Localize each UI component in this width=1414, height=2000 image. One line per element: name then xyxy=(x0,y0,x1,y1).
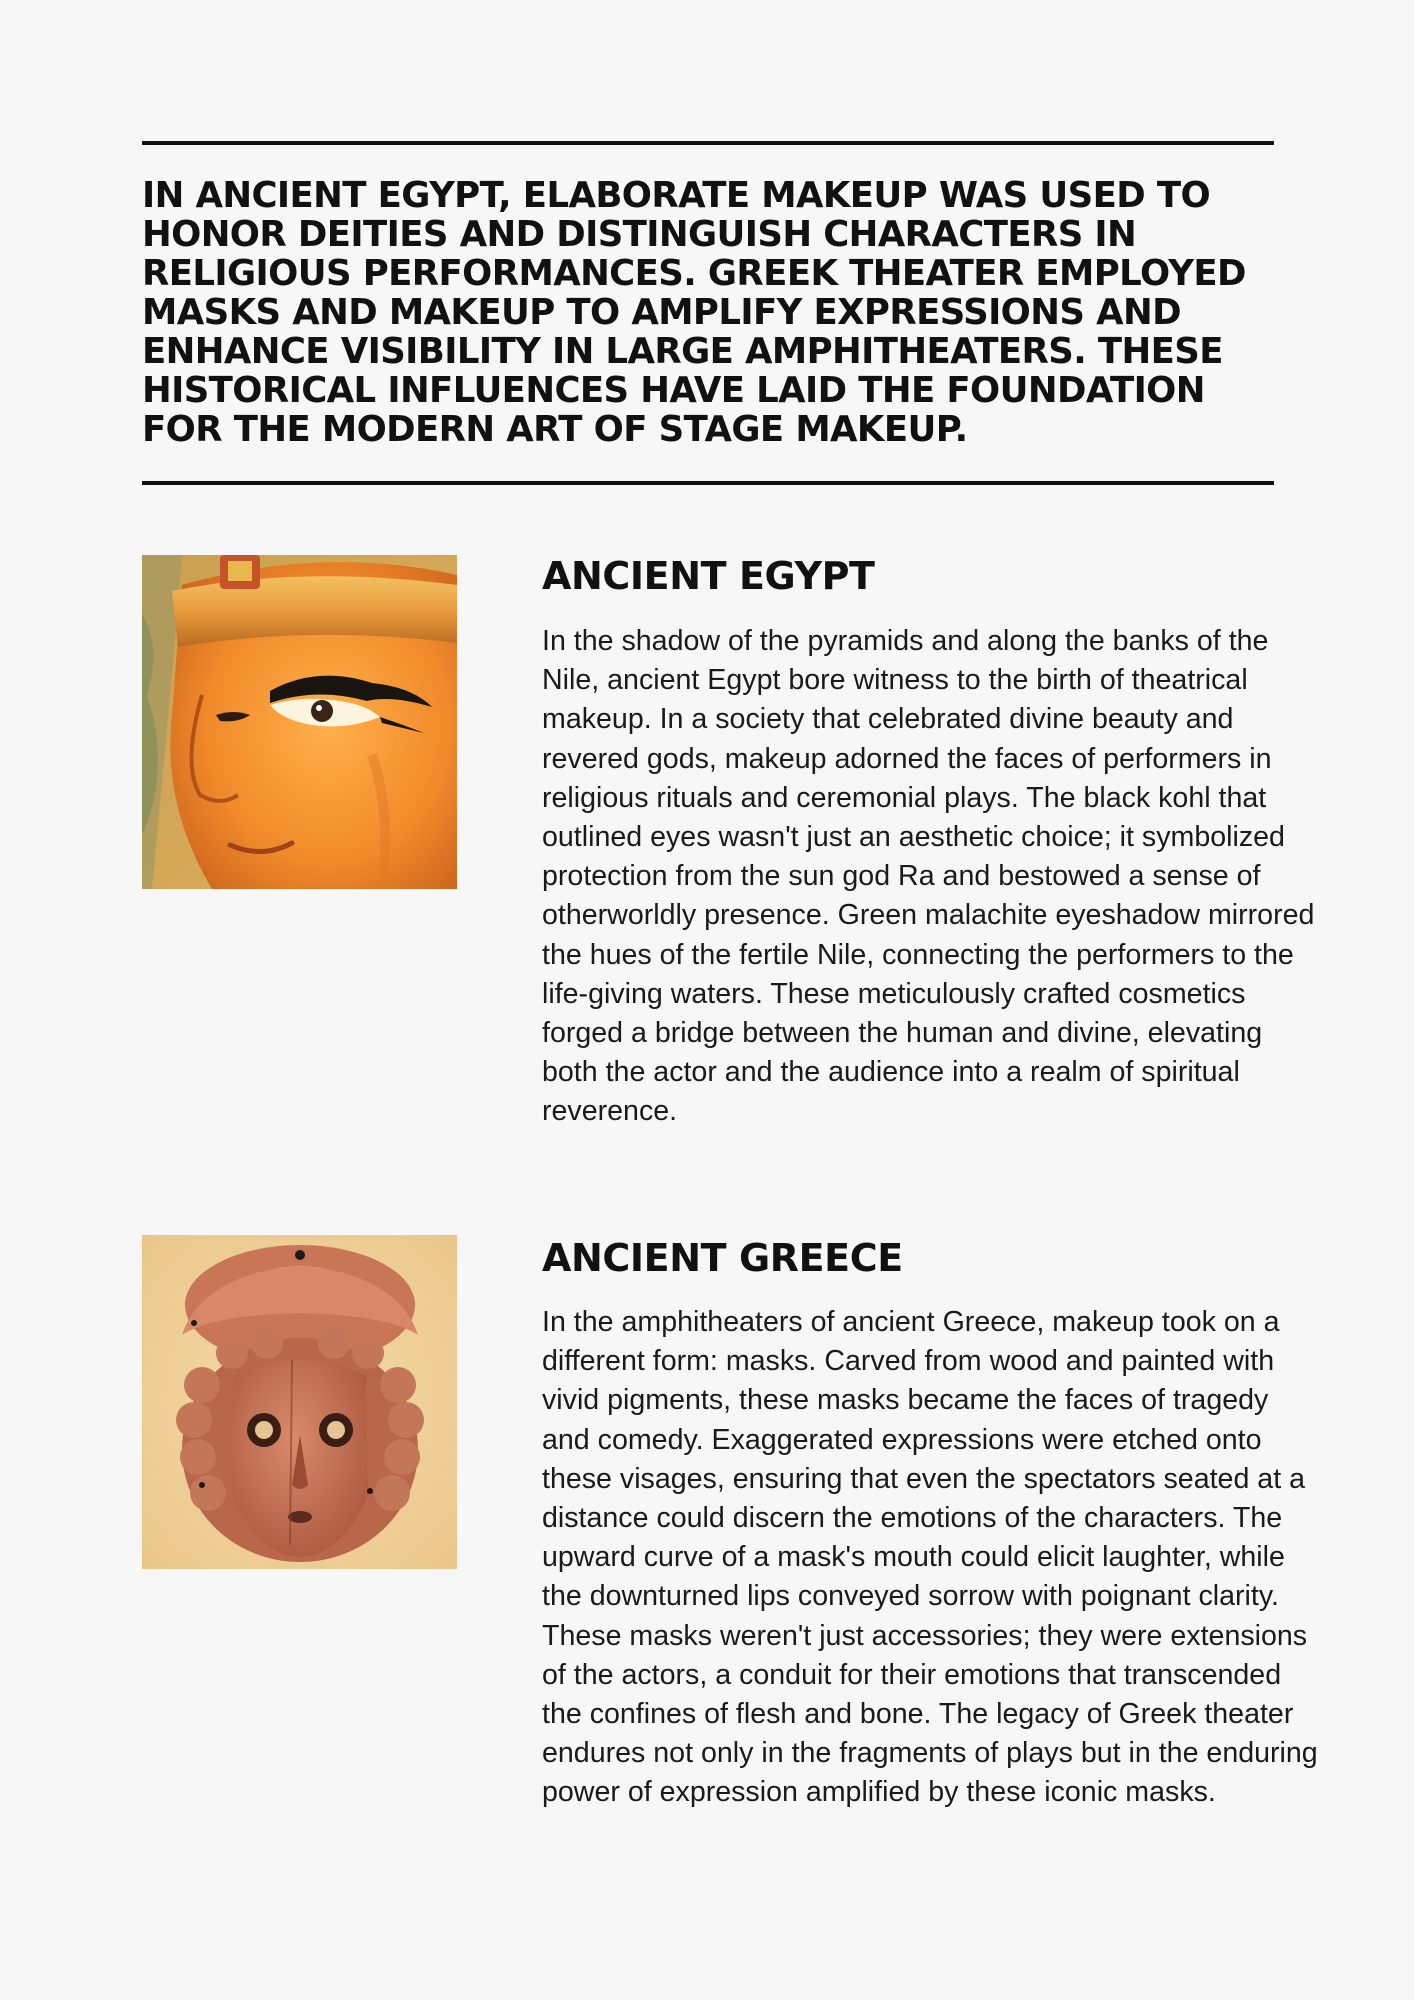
section-body-egypt: In the shadow of the pyramids and along the banks of the Nile, ancient Egypt bore witness to the birth of theatrical makeup. In a society that celebrated divine beauty and revered gods, makeup adorned the faces of performers in religious rituals and ceremonial plays. The black kohl that outlined eyes wasn't just an aesthetic choice; it symbolized protection from the sun god Ra and bestowed a sense of otherworldly presence. Green malachite eyeshadow mirrored the hues of the fertile Nile, connecting the performers to the life-giving waters. These meticulously crafted cosmetics forged a bridge between the human and divine, elevating both the actor and the audience into a realm of spiritual reverence. xyxy=(542,625,1315,1128)
bottom-divider xyxy=(142,481,1274,485)
section-title-greece: ANCIENT GREECE xyxy=(542,1236,903,1280)
egyptian-face-icon xyxy=(142,555,457,889)
egyptian-face-image xyxy=(142,555,457,889)
section-body-greece: In the amphitheaters of ancient Greece, makeup took on a different form: masks. Carved from wood and painted with vivid pigments, these masks became the faces of tragedy and comedy. Exaggerated expressions were etched onto these visages, ensuring that even the spectators seated at a distance could discern the emotions of the characters. The upward curve of a mask's mouth could elicit laughter, while the downturned lips conveyed sorrow with poignant clarity. These masks weren't just accessories; they were extensions of the actors, a conduit for their emotions that transcended the confines of flesh and bone. The legacy of Greek theater endures not only in the fragments of plays but in the enduring power of expression amplified by these iconic masks. xyxy=(542,1306,1318,1809)
intro-statement: IN ANCIENT EGYPT, ELABORATE MAKEUP WAS USED TO HONOR DEITIES AND DISTINGUISH CHARACTERS IN RELIGIOUS PERFORMANCES. GREEK THEATER EMPLOYED MASKS AND MAKEUP TO AMPLIFY EXPRESSIONS AND ENHANCE VISIBILITY IN LARGE AMPHITHEATERS. THESE HISTORICAL INFLUENCES HAVE LAID THE FOUNDATION FOR THE MODERN ART OF STAGE MAKEUP. xyxy=(142,175,1246,450)
top-divider xyxy=(142,141,1274,145)
greek-mask-image xyxy=(142,1235,457,1569)
greek-mask-icon xyxy=(142,1235,457,1569)
section-title-egypt: ANCIENT EGYPT xyxy=(542,554,875,598)
